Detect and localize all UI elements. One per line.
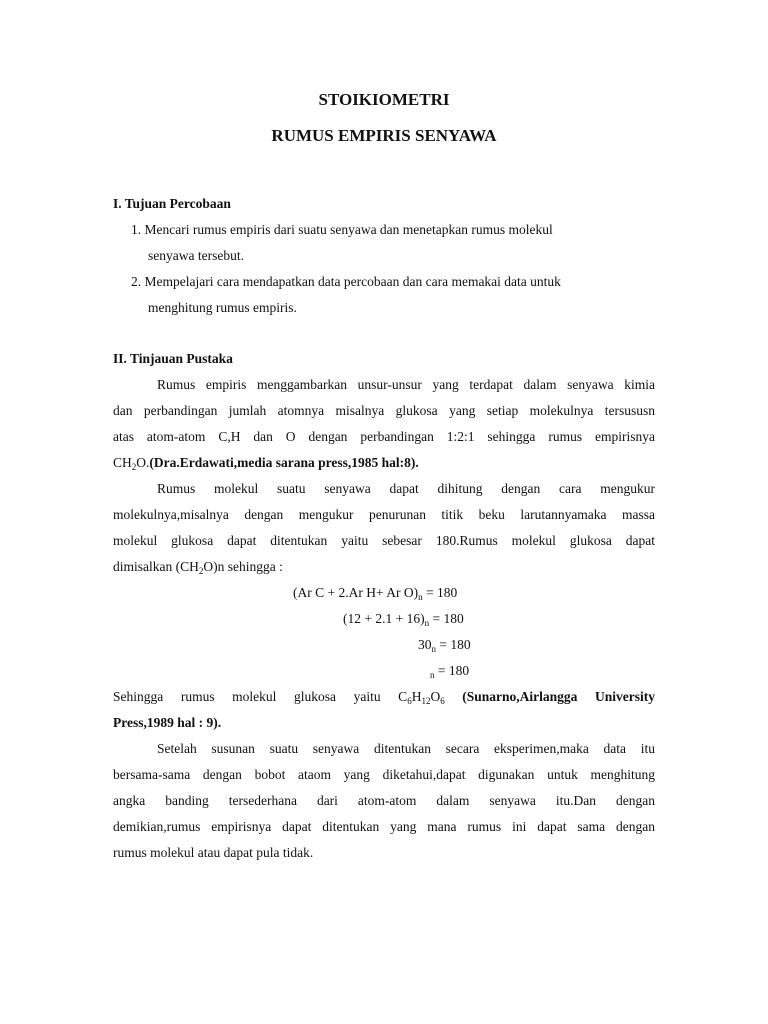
equation-result: = 180 bbox=[429, 611, 464, 626]
paragraph-1-line-4 bbox=[113, 455, 419, 471]
text-segment: Sehingga rumus molekul glukosa yaitu C bbox=[113, 689, 408, 704]
page-title: STOIKIOMETRI bbox=[318, 90, 450, 109]
objective-2-line-2: menghitung rumus empiris. bbox=[148, 300, 297, 315]
equation-subscript: n bbox=[424, 618, 430, 628]
text-segment: H bbox=[411, 689, 422, 704]
page-subtitle: RUMUS EMPIRIS SENYAWA bbox=[271, 126, 497, 145]
formula-subscript: 2 bbox=[131, 462, 137, 472]
text-segment: O bbox=[430, 689, 441, 704]
equation-line-4 bbox=[430, 663, 469, 679]
objective-1-line-2: senyawa tersebut. bbox=[148, 248, 244, 263]
equation-result: = 180 bbox=[434, 663, 470, 678]
paragraph-4-line-2: bersama-sama dengan bobot ataom yang diketahui,dapat digunakan untuk menghitung bbox=[113, 767, 655, 782]
paragraph-2-line-1: Rumus molekul suatu senyawa dapat dihitung dengan cara mengukur bbox=[157, 481, 655, 496]
paragraph-2-line-4 bbox=[113, 559, 283, 575]
equation-text: 30 bbox=[418, 637, 432, 652]
paragraph-2-line-2: molekulnya,misalnya dengan mengukur penurunan titik beku larutannyamaka massa bbox=[113, 507, 655, 522]
paragraph-1-line-3: atas atom-atom C,H dan O dengan perbandingan 1:2:1 sehingga rumus empirisnya bbox=[113, 429, 655, 444]
formula-text: CH bbox=[113, 455, 132, 470]
paragraph-4-line-4: demikian,rumus empirisnya dapat ditentukan yang mana rumus ini dapat sama dengan bbox=[113, 819, 655, 834]
equation-subscript: n bbox=[431, 644, 436, 654]
paragraph-2-line-3: molekul glukosa dapat ditentukan yaitu sebesar 180.Rumus molekul glukosa dapat bbox=[113, 533, 655, 548]
paragraph-4-line-5: rumus molekul atau dapat pula tidak. bbox=[113, 845, 314, 860]
paragraph-1-line-1: Rumus empiris menggambarkan unsur-unsur yang terdapat dalam senyawa kimia bbox=[157, 377, 655, 392]
text-segment: dimisalkan (CH bbox=[113, 559, 199, 574]
equation-line-2 bbox=[343, 611, 464, 627]
paragraph-4-line-3: angka banding tersederhana dari atom-atom dalam senyawa itu.Dan dengan bbox=[113, 793, 655, 808]
paragraph-1-line-2: dan perbandingan jumlah atomnya misalnya glukosa yang setiap molekulnya tersususn bbox=[113, 403, 655, 418]
objective-2-line-1: 2. Mempelajari cara mendapatkan data percobaan dan cara memakai data untuk bbox=[131, 274, 561, 289]
formula-subscript: 2 bbox=[198, 566, 204, 576]
formula-text: O. bbox=[136, 455, 150, 470]
formula-subscript: 6 bbox=[407, 696, 412, 706]
paragraph-3-line-2: Press,1989 hal : 9). bbox=[113, 715, 222, 730]
paragraph-3-line-1 bbox=[113, 689, 655, 705]
equation-subscript: n bbox=[430, 670, 435, 680]
equation-text: (12 + 2.1 + 16) bbox=[343, 611, 425, 626]
citation: (Sunarno,Airlangga University bbox=[462, 689, 656, 704]
formula-subscript: 6 bbox=[440, 696, 445, 706]
equation-subscript: n bbox=[418, 592, 423, 602]
formula-subscript: 12 bbox=[421, 696, 431, 706]
equation-text: (Ar C + 2.Ar H+ Ar O) bbox=[293, 585, 419, 600]
equation-line-1 bbox=[293, 585, 457, 601]
equation-line-3 bbox=[418, 637, 471, 653]
citation: (Dra.Erdawati,media sarana press,1985 hal:8). bbox=[149, 455, 419, 470]
objective-1-line-1: 1. Mencari rumus empiris dari suatu senyawa dan menetapkan rumus molekul bbox=[131, 222, 553, 237]
equation-result: = 180 bbox=[436, 637, 471, 652]
section-heading-tujuan: I. Tujuan Percobaan bbox=[113, 196, 231, 211]
text-segment: O)n sehingga : bbox=[203, 559, 283, 574]
paragraph-4-line-1: Setelah susunan suatu senyawa ditentukan secara eksperimen,maka data itu bbox=[157, 741, 655, 756]
equation-result: = 180 bbox=[422, 585, 458, 600]
section-heading-tinjauan: II. Tinjauan Pustaka bbox=[113, 351, 233, 366]
